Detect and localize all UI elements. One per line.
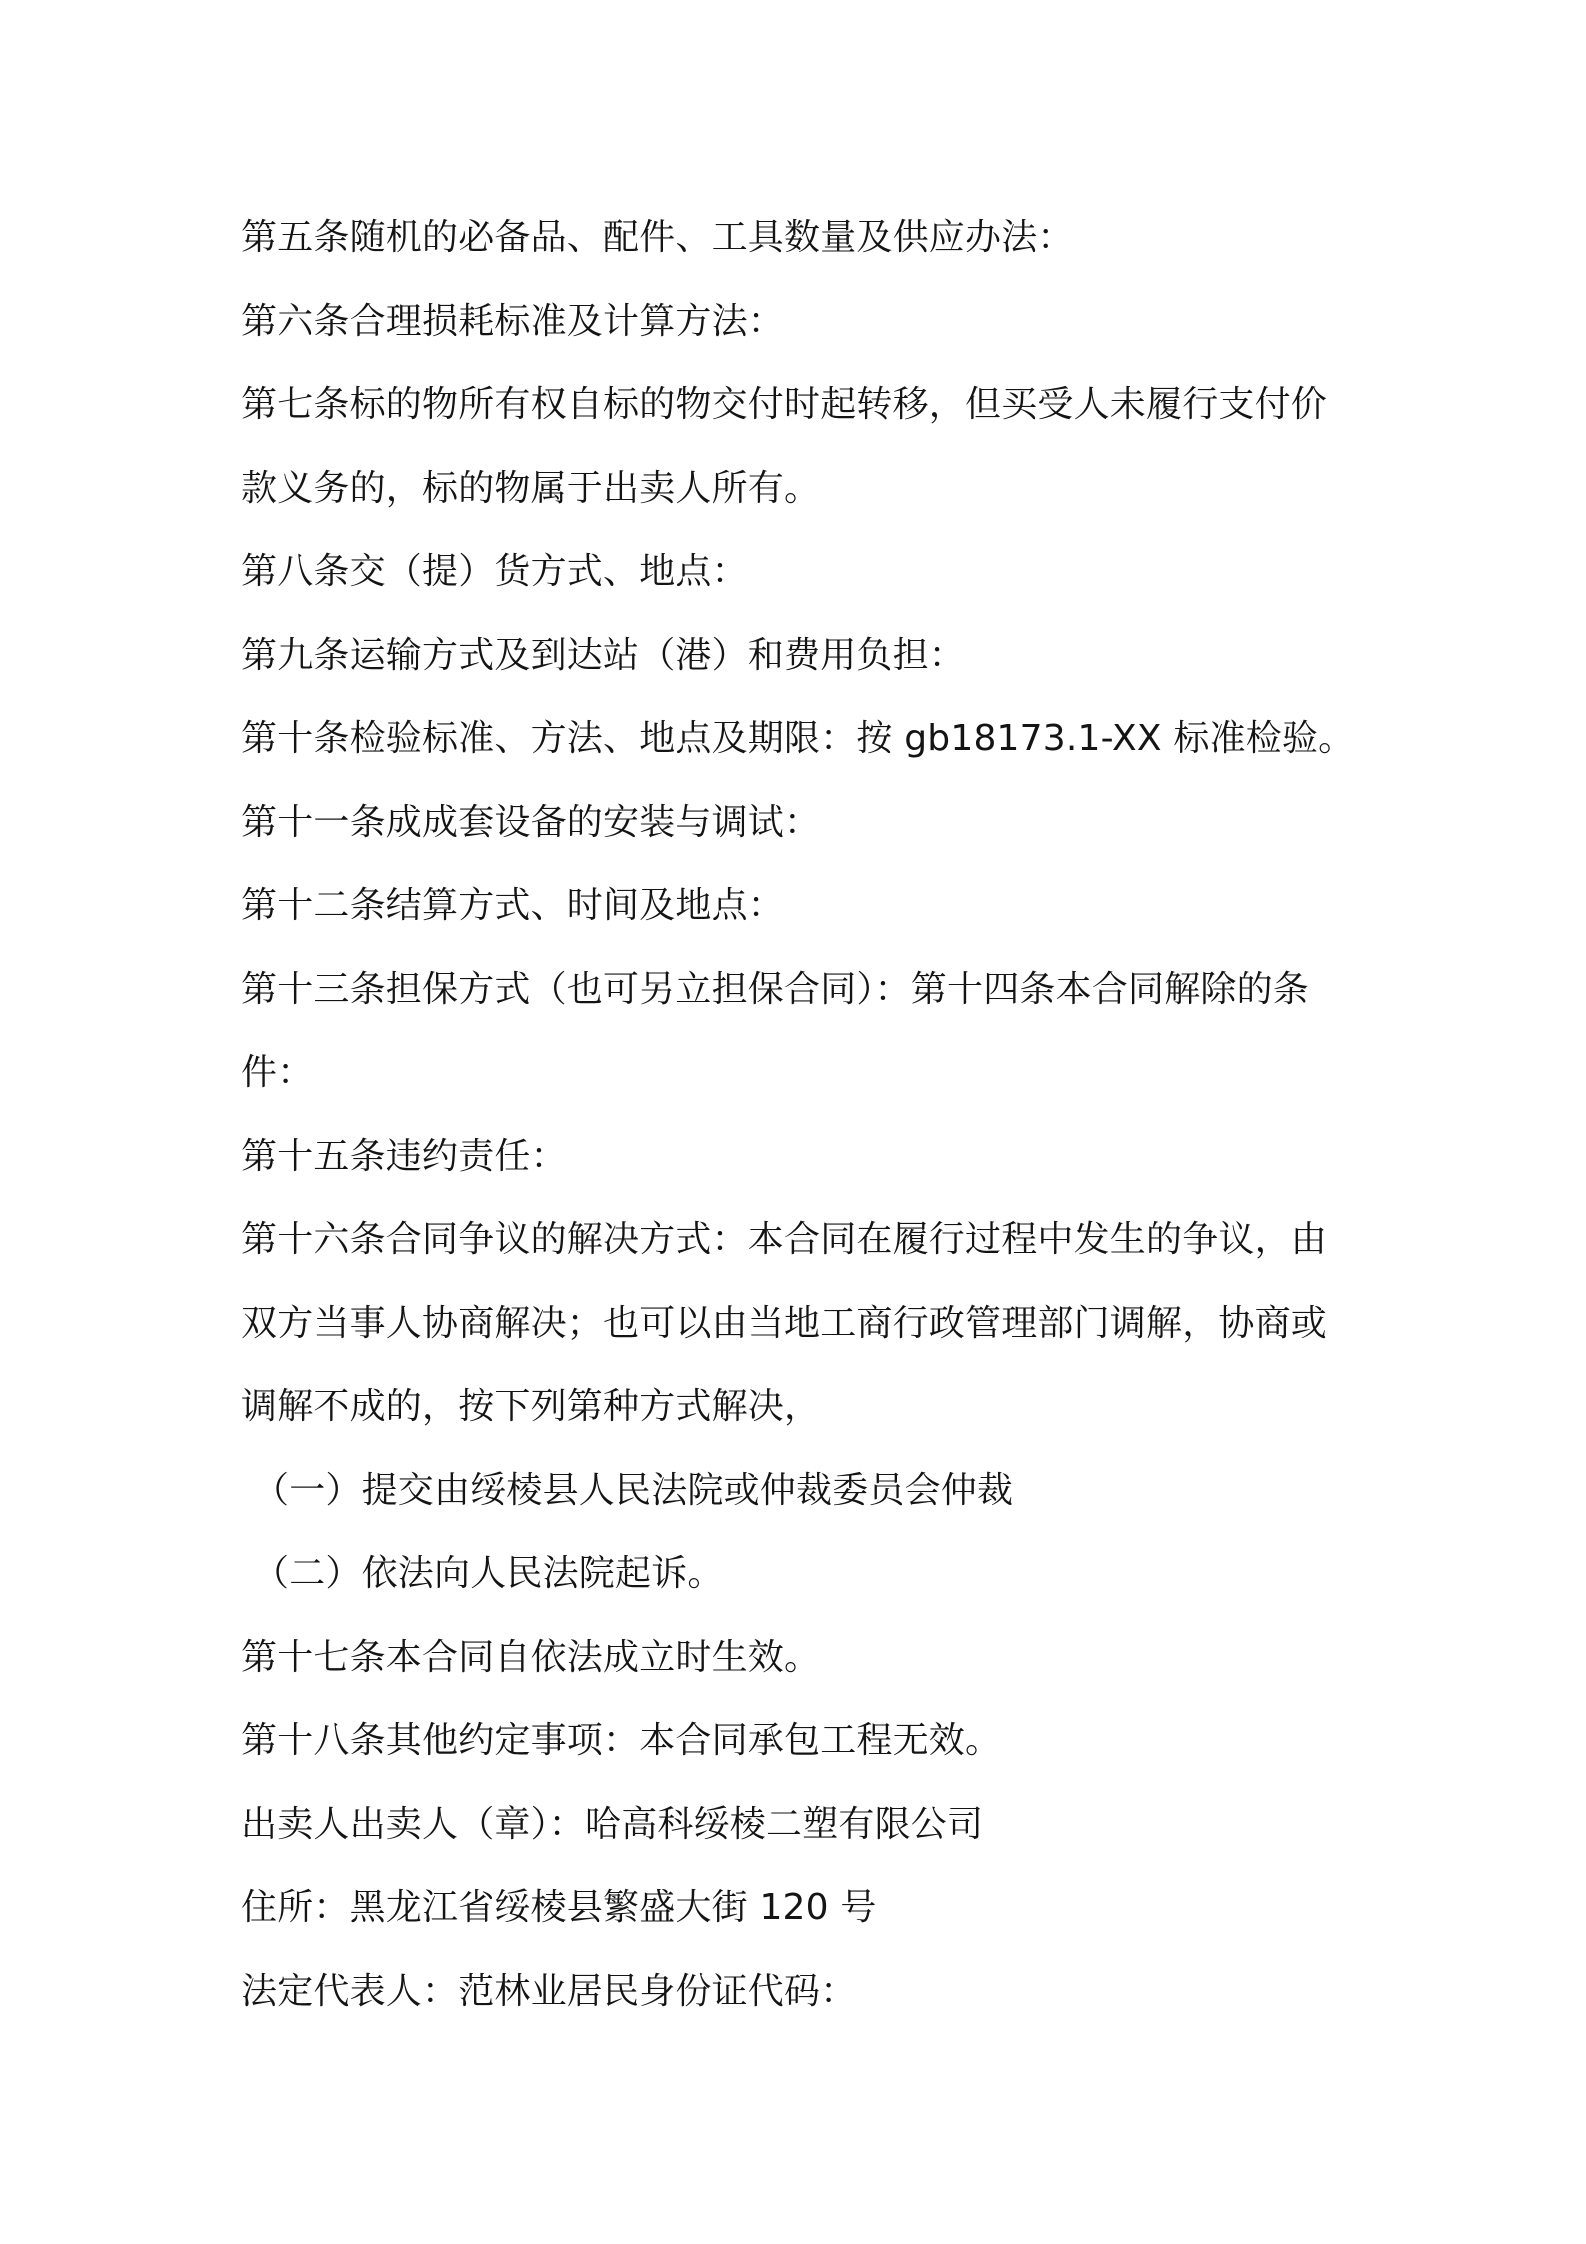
- option-2: （二）依法向人民法院起诉。: [253, 1553, 724, 1594]
- clause-7-line-1: 第七条标的物所有权自标的物交付时起转移，但买受人未履行支付价: [241, 384, 1328, 425]
- legal-rep-line: 法定代表人：范林业居民身份证代码：: [241, 1970, 857, 2012]
- clause-6: 第六条合理损耗标准及计算方法：: [241, 300, 785, 342]
- clause-13-14-line-2: 件：: [241, 1052, 314, 1093]
- seller-line: 出卖人出卖人（章）：哈高科绥棱二塑有限公司: [241, 1803, 984, 1845]
- clause-10: 第十条检验标准、方法、地点及期限：按 gb18173.1-XX 标准检验。: [241, 718, 1355, 759]
- clause-7-line-2: 款义务的，标的物属于出卖人所有。: [241, 467, 821, 509]
- option-1: （一）提交由绥棱县人民法院或仲裁委员会仲裁: [253, 1469, 1014, 1511]
- clause-8: 第八条交（提）货方式、地点：: [241, 551, 748, 592]
- clause-9: 第九条运输方式及到达站（港）和费用负担：: [241, 634, 966, 676]
- clause-16-line-3: 调解不成的，按下列第种方式解决，: [241, 1386, 821, 1427]
- clause-18: 第十八条其他约定事项：本合同承包工程无效。: [241, 1720, 1002, 1761]
- clause-16-line-2: 双方当事人协商解决；也可以由当地工商行政管理部门调解，协商或: [241, 1302, 1328, 1344]
- clause-13-14-line-1: 第十三条担保方式（也可另立担保合同）：第十四条本合同解除的条: [241, 968, 1310, 1010]
- clause-12: 第十二条结算方式、时间及地点：: [241, 885, 785, 926]
- clause-15: 第十五条违约责任：: [241, 1135, 567, 1177]
- clause-11: 第十一条成成套设备的安装与调试：: [241, 801, 821, 843]
- clause-17: 第十七条本合同自依法成立时生效。: [241, 1636, 821, 1678]
- contract-text: [241, 196, 1361, 2033]
- address-line: 住所：黑龙江省绥棱县繁盛大街 120 号: [241, 1887, 877, 1928]
- clause-5: 第五条随机的必备品、配件、工具数量及供应办法：: [241, 217, 1074, 258]
- clause-16-line-1: 第十六条合同争议的解决方式：本合同在履行过程中发生的争议，由: [241, 1219, 1328, 1260]
